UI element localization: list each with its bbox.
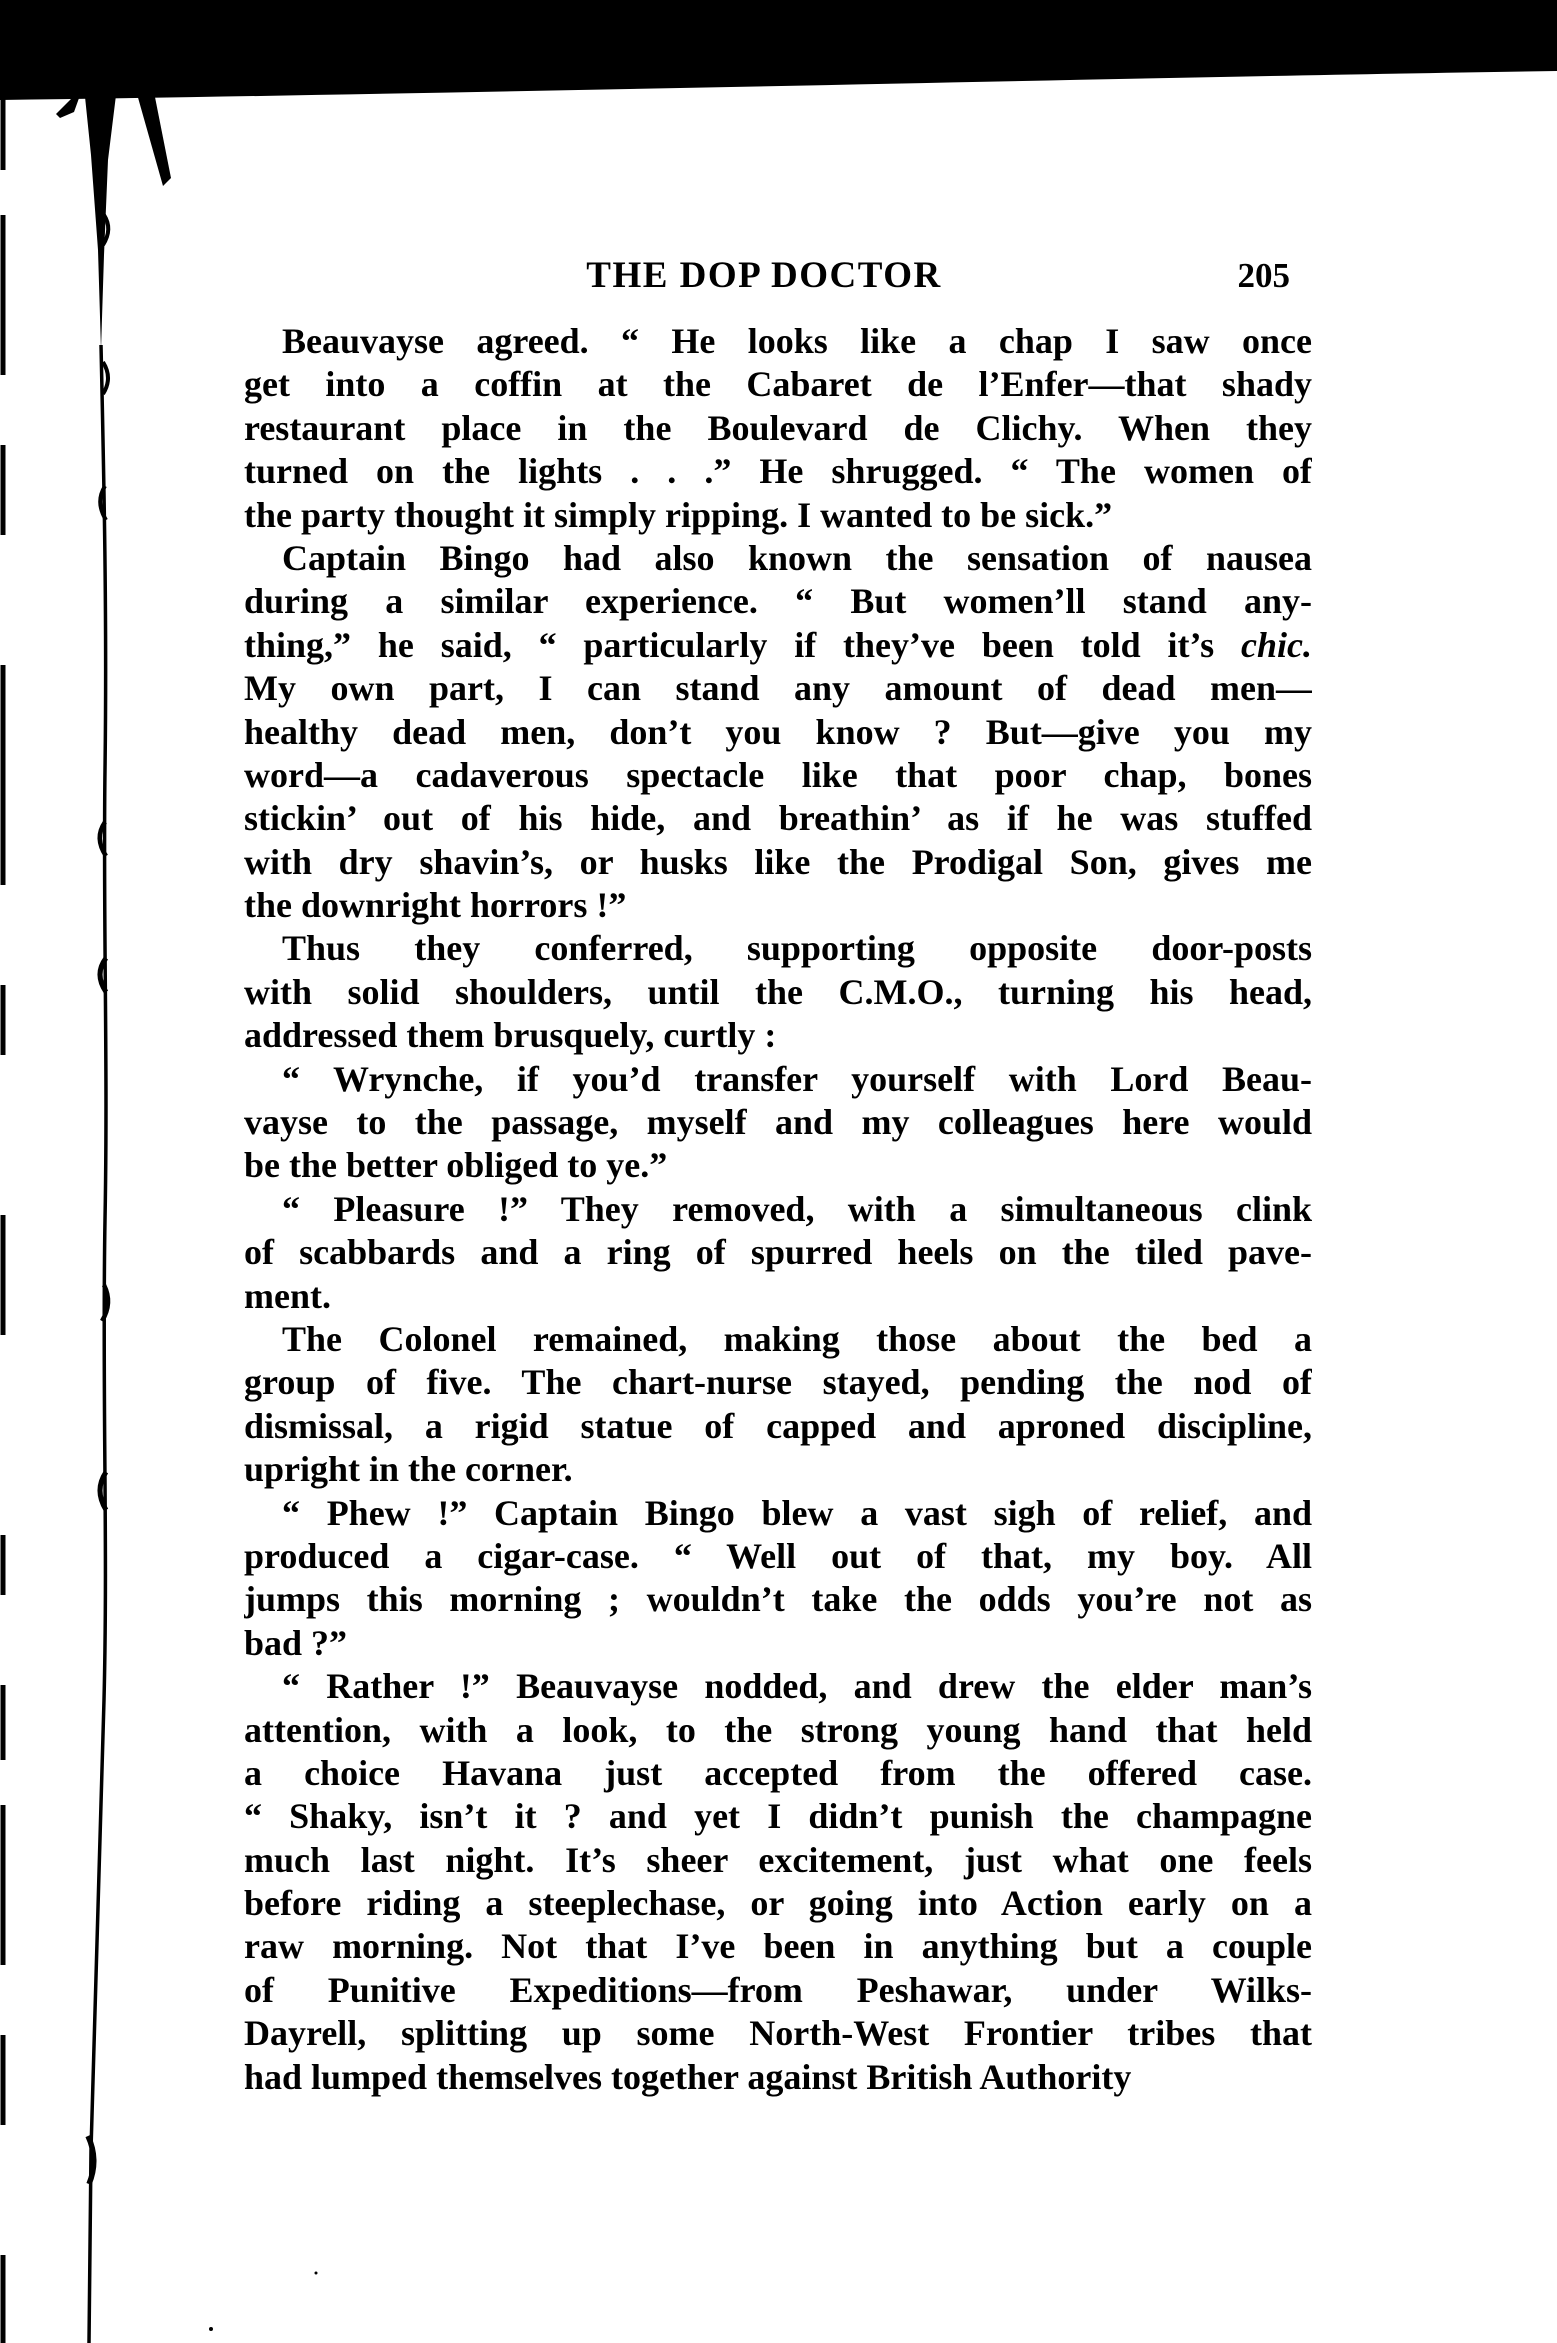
- text-line: raw morning. Not that I’ve been in anything but a couple: [244, 1926, 1312, 1967]
- text-line: restaurant place in the Boulevard de Clichy. When they: [244, 407, 1312, 448]
- crease-curl: [100, 822, 106, 856]
- text-line: My own part, I can stand any amount of dead men—: [244, 668, 1312, 709]
- text-line: be the better obliged to ye.”: [244, 1145, 668, 1186]
- paragraph: [244, 927, 1312, 1057]
- crease-curl: [100, 958, 106, 992]
- text-line: Captain Bingo had also known the sensation of nausea: [282, 537, 1312, 578]
- text-line: [244, 624, 1312, 667]
- body-text: [244, 320, 1312, 2099]
- text-line: with solid shoulders, until the C.M.O., turning his head,: [244, 971, 1312, 1012]
- text-line: “ Rather !” Beauvayse nodded, and drew the elder man’s: [282, 1666, 1312, 1707]
- crease-curl: [100, 486, 106, 520]
- ink-speck: [209, 2327, 213, 2331]
- paragraph: [244, 1058, 1312, 1188]
- paragraph: [244, 1318, 1312, 1492]
- text-line: Beauvayse agreed. “ He looks like a chap I saw once: [282, 321, 1312, 361]
- page-header: [244, 252, 1312, 300]
- text-line: dismissal, a rigid statue of capped and aproned discipline,: [244, 1405, 1312, 1446]
- text-line: vayse to the passage, myself and my colleagues here would: [244, 1102, 1312, 1143]
- text-line: addressed them brusquely, curtly :: [244, 1015, 777, 1056]
- text-line: get into a coffin at the Cabaret de l’Enfer—that shady: [244, 364, 1312, 405]
- crease-curl: [102, 1285, 108, 1321]
- text-line: upright in the corner.: [244, 1449, 573, 1490]
- text-line: stickin’ out of his hide, and breathin’ as if he was stuffed: [244, 798, 1312, 839]
- corner-spike-right: [135, 87, 171, 186]
- text-line: produced a cigar-case. “ Well out of that, my boy. All: [244, 1535, 1312, 1576]
- paragraph: [244, 537, 1312, 928]
- crease-curl: [103, 215, 108, 245]
- text-line: with dry shavin’s, or husks like the Prodigal Son, gives me: [244, 841, 1312, 882]
- text-line: attention, with a look, to the strong young hand that held: [244, 1709, 1312, 1750]
- paragraph: [244, 1188, 1312, 1318]
- ink-speck: [315, 2272, 318, 2275]
- text-line: before riding a steeplechase, or going into Action early on a: [244, 1883, 1312, 1924]
- italic-text-segment: chic.: [1241, 624, 1312, 665]
- crease-curl: [88, 2136, 94, 2184]
- corner-spike-main: [84, 87, 117, 350]
- text-line: ment.: [244, 1275, 331, 1316]
- text-line: much last night. It’s sheer excitement, just what one feels: [244, 1839, 1312, 1880]
- text-line: “ Phew !” Captain Bingo blew a vast sigh of relief, and: [282, 1492, 1312, 1533]
- text-line: a choice Havana just accepted from the offered case.: [244, 1752, 1312, 1793]
- text-line: The Colonel remained, making those about the bed a: [282, 1318, 1312, 1359]
- paragraph: [244, 1492, 1312, 1666]
- page-number: 205: [1237, 256, 1290, 295]
- text-line: group of five. The chart-nurse stayed, pending the nod of: [244, 1362, 1312, 1403]
- text-line: the downright horrors !”: [244, 885, 627, 926]
- text-line: jumps this morning ; wouldn’t take the odds you’re not as: [244, 1579, 1312, 1620]
- text-line: Dayrell, splitting up some North-West Frontier tribes that: [244, 2013, 1312, 2054]
- text-line: the party thought it simply ripping. I wanted to be sick.”: [244, 494, 1113, 535]
- running-title: THE DOP DOCTOR: [586, 255, 942, 296]
- text-line: bad ?”: [244, 1622, 348, 1663]
- text-line: Thus they conferred, supporting opposite door-posts: [282, 928, 1312, 969]
- crease-curl: [103, 362, 108, 394]
- text-line: turned on the lights . . .” He shrugged. “ The women of: [244, 451, 1312, 492]
- top-edge-black-bar: [0, 0, 1557, 100]
- gutter-crease-line: [89, 345, 106, 2343]
- text-line: during a similar experience. “ But women’ll stand any-: [244, 581, 1312, 622]
- text-line: “ Pleasure !” They removed, with a simultaneous clink: [282, 1188, 1312, 1229]
- text-line: had lumped themselves together against British Authority: [244, 2056, 1132, 2097]
- corner-spike-left: [56, 87, 83, 118]
- text-line: “ Wrynche, if you’d transfer yourself with Lord Beau-: [282, 1058, 1312, 1099]
- crease-curl: [100, 1472, 106, 1510]
- paragraph: [244, 320, 1312, 537]
- paragraph: [244, 1665, 1312, 2099]
- text-line: healthy dead men, don’t you know ? But—give you my: [244, 711, 1312, 752]
- text-line: of scabbards and a ring of spurred heels on the tiled pave-: [244, 1232, 1312, 1273]
- text-segment: thing,” he said, “ particularly if they’ve been told it’s: [244, 624, 1242, 665]
- text-line: of Punitive Expeditions—from Peshawar, under Wilks-: [244, 1969, 1312, 2010]
- text-line: word—a cadaverous spectacle like that poor chap, bones: [244, 754, 1312, 795]
- text-line: “ Shaky, isn’t it ? and yet I didn’t punish the champagne: [244, 1796, 1312, 1837]
